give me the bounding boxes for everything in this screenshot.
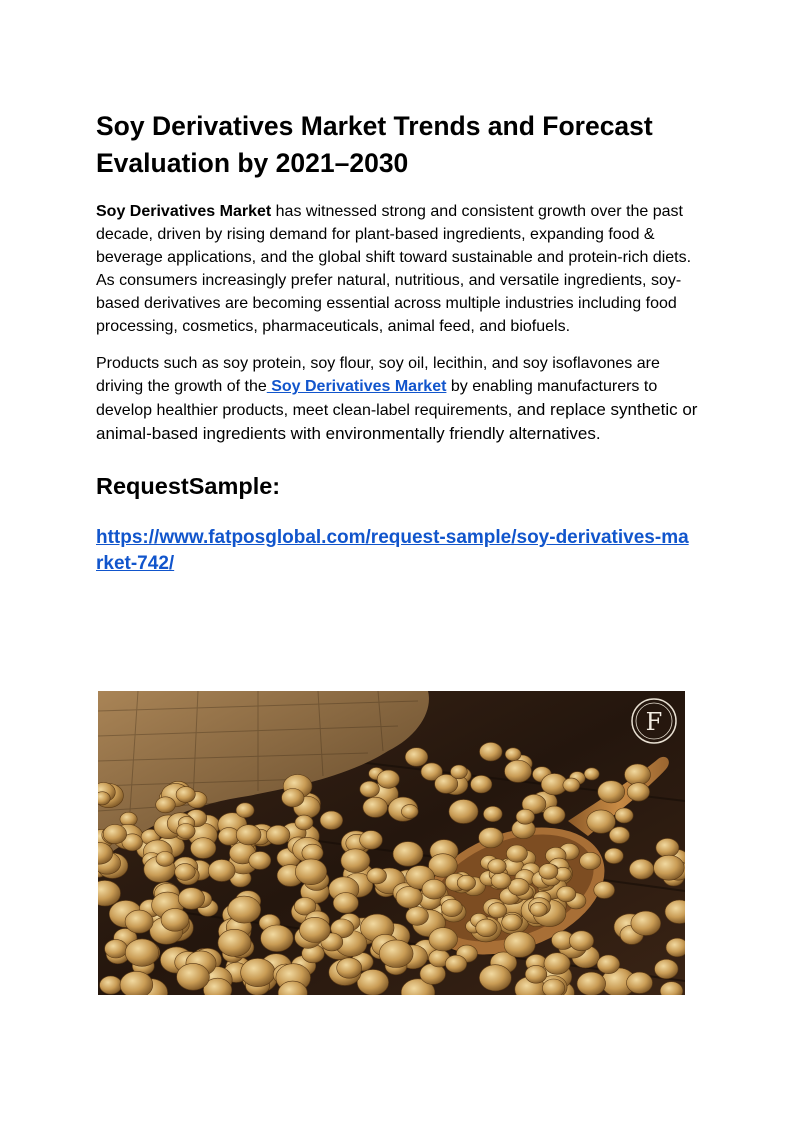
soybean bbox=[125, 910, 153, 933]
soybean bbox=[627, 783, 649, 801]
soybean bbox=[543, 806, 565, 824]
soybean bbox=[341, 849, 370, 873]
soybean bbox=[656, 838, 679, 857]
soybean bbox=[542, 979, 564, 995]
soybean bbox=[156, 852, 174, 867]
soybean bbox=[176, 787, 195, 803]
soybean bbox=[530, 902, 547, 916]
soybean bbox=[631, 911, 661, 935]
soybean bbox=[236, 803, 254, 818]
soybean bbox=[544, 953, 570, 975]
soybean bbox=[363, 797, 388, 817]
soybean bbox=[491, 872, 511, 888]
sample-url-block bbox=[96, 525, 696, 577]
soybean bbox=[655, 959, 679, 978]
soybean bbox=[629, 859, 653, 879]
soybean bbox=[563, 778, 580, 792]
soybean bbox=[445, 955, 466, 972]
soybean bbox=[502, 914, 522, 931]
soybean bbox=[360, 781, 380, 797]
soybean bbox=[625, 764, 651, 785]
soybean bbox=[295, 859, 326, 885]
soybean bbox=[360, 831, 383, 850]
soybean bbox=[609, 827, 629, 844]
soybean bbox=[471, 775, 492, 793]
soybean bbox=[320, 811, 343, 829]
soybean bbox=[218, 929, 251, 956]
soybean bbox=[525, 965, 547, 983]
soybean bbox=[266, 825, 290, 844]
soybean bbox=[594, 882, 615, 899]
soybean bbox=[177, 963, 210, 990]
soybean bbox=[504, 932, 535, 958]
soybean bbox=[605, 848, 624, 863]
soybean bbox=[125, 939, 158, 966]
soybean bbox=[261, 925, 294, 952]
soybeans-photo bbox=[98, 691, 685, 995]
soybean bbox=[451, 765, 468, 779]
soybean bbox=[161, 908, 189, 931]
soybean bbox=[396, 886, 422, 908]
soybean bbox=[488, 903, 507, 918]
document-page bbox=[96, 108, 700, 577]
soybean bbox=[654, 855, 685, 880]
intro-paragraph bbox=[96, 200, 700, 338]
soybean bbox=[401, 805, 418, 819]
products-paragraph bbox=[96, 352, 700, 446]
intro-text: has witnessed strong and consistent growth over the past decade, driven by rising demand for plant-based ingredients, expanding food & beverage applications, and the global shift toward sustainable and protein-rich diets. As consumers increasingly prefer natural, nutritious, and versatile ingredients, soy-based derivatives are becoming essential across multiple industries including food processing, cosmetics, pharmaceuticals, animal feed, and biofuels. bbox=[96, 203, 692, 335]
soybean bbox=[405, 748, 428, 767]
soybean bbox=[175, 864, 196, 881]
soybean bbox=[516, 809, 534, 824]
soybean bbox=[597, 955, 620, 974]
soybean bbox=[580, 852, 601, 869]
soybean bbox=[584, 768, 599, 780]
soybean bbox=[357, 970, 388, 996]
soybean bbox=[295, 815, 313, 830]
soybean bbox=[379, 940, 413, 968]
soybean bbox=[557, 886, 576, 902]
soybean bbox=[615, 808, 633, 823]
soybean bbox=[457, 875, 475, 890]
soybean bbox=[393, 842, 423, 867]
page-title: Soy Derivatives Market Trends and Forecast Evaluation by 2021–2030 bbox=[96, 111, 653, 178]
soybean bbox=[587, 810, 616, 833]
soybean bbox=[441, 899, 462, 916]
soybean bbox=[488, 859, 506, 874]
soybean bbox=[627, 972, 653, 993]
soybean bbox=[480, 742, 503, 761]
soybean bbox=[208, 860, 235, 882]
soybean bbox=[241, 958, 275, 986]
products-text-end: and replace synthetic or animal-based ingredients with environmentally friendly alternatives. bbox=[96, 400, 698, 443]
soybean bbox=[505, 748, 521, 761]
soybean bbox=[449, 800, 478, 824]
soybean bbox=[367, 868, 387, 884]
soybean bbox=[666, 938, 685, 957]
soybean bbox=[539, 864, 558, 880]
soybean bbox=[429, 928, 458, 951]
soybean bbox=[156, 797, 176, 813]
soybeans-illustration bbox=[98, 691, 685, 995]
soybean bbox=[103, 825, 126, 844]
soybean bbox=[249, 852, 271, 870]
products-text-mid: by enabling manufacturers to develop healthier products, meet clean-label requirements, bbox=[96, 378, 658, 419]
soybean bbox=[422, 879, 446, 899]
soybean bbox=[406, 907, 429, 926]
soybean bbox=[282, 789, 304, 807]
soybean bbox=[483, 806, 502, 821]
soybean bbox=[228, 896, 261, 923]
soybean bbox=[105, 940, 128, 958]
logo-letter: F bbox=[645, 708, 663, 736]
soybean bbox=[377, 770, 399, 788]
soybean bbox=[100, 976, 122, 994]
request-sample-heading-part1: Request bbox=[96, 473, 189, 499]
soybean bbox=[236, 825, 261, 845]
market-link[interactable]: Soy Derivatives Market bbox=[266, 378, 447, 395]
soybean bbox=[505, 760, 532, 782]
soybean bbox=[120, 971, 153, 995]
soybean bbox=[476, 919, 497, 937]
soybean bbox=[569, 931, 593, 951]
soybean bbox=[598, 781, 625, 803]
soybean bbox=[577, 972, 606, 995]
soybean bbox=[508, 878, 529, 895]
soybean bbox=[178, 888, 204, 910]
request-sample-heading bbox=[96, 470, 700, 502]
sample-url-link[interactable]: https://www.fatposglobal.com/request-sample/soy-derivatives-market-742/ bbox=[96, 527, 689, 574]
products-text-start: Products such as soy protein, soy flour, soy oil, lecithin, and soy isoflavones are driving the growth of the bbox=[96, 355, 660, 395]
soybean bbox=[300, 917, 331, 942]
soybean bbox=[177, 824, 195, 839]
soybean bbox=[337, 958, 362, 978]
soybean bbox=[333, 893, 358, 914]
soybean bbox=[506, 845, 527, 862]
soybean bbox=[191, 838, 216, 859]
intro-bold-term: Soy Derivatives Market bbox=[96, 203, 272, 220]
soybean bbox=[479, 965, 511, 991]
request-sample-heading-part2: Sample: bbox=[188, 473, 281, 499]
soybean bbox=[479, 828, 504, 848]
